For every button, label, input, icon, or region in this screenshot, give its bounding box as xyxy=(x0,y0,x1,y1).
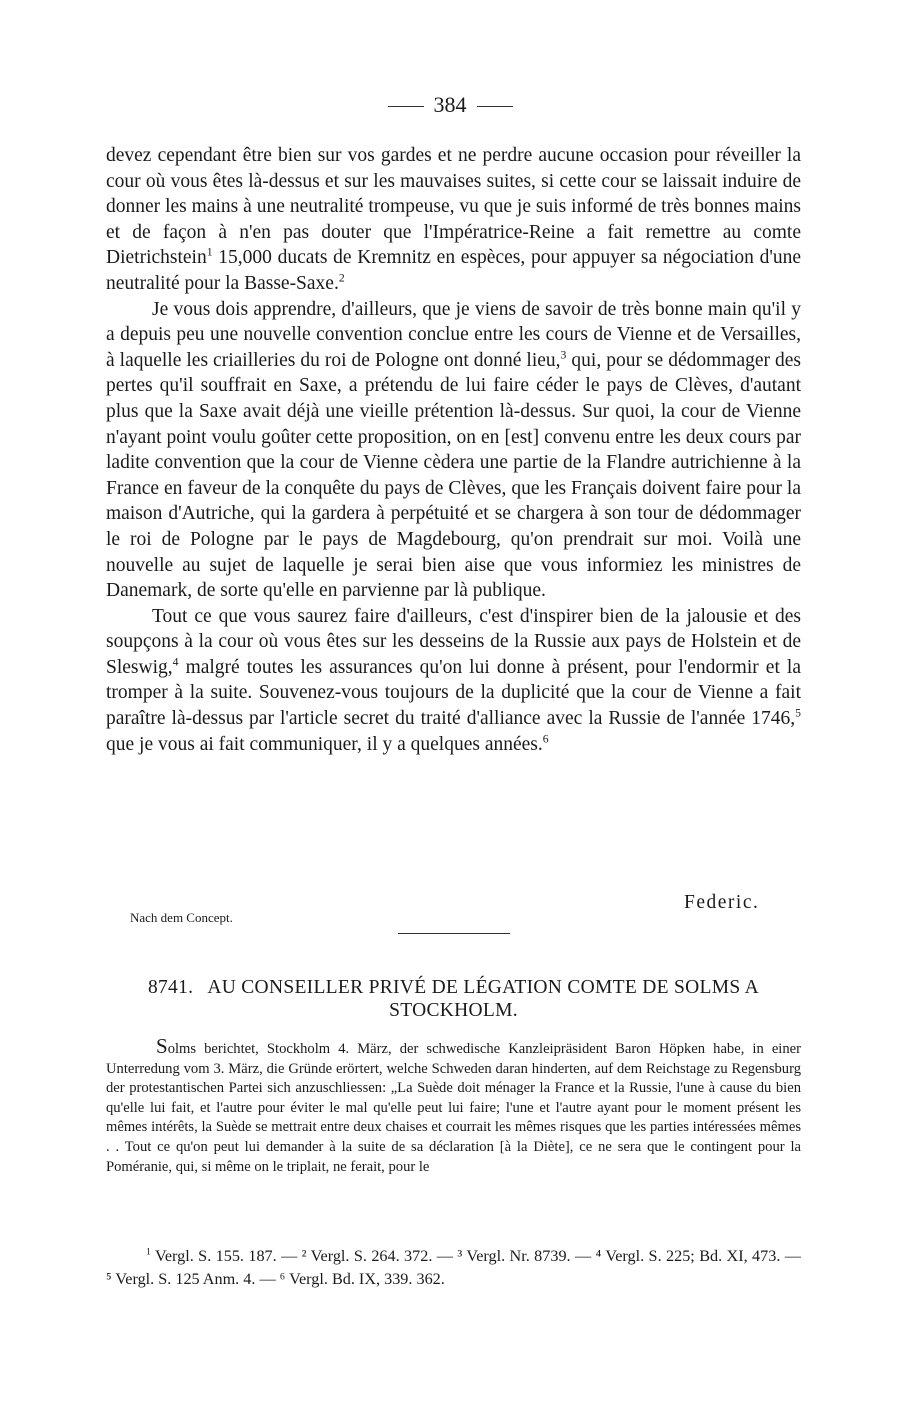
document-title: AU CONSEILLER PRIVÉ DE LÉGATION COMTE DE SOLMS A STOCKHOLM. xyxy=(207,977,760,1021)
footnote-mark-2: 2 xyxy=(338,271,345,285)
footnotes xyxy=(106,1245,801,1291)
page-number: 384 xyxy=(433,92,467,117)
footnote-mark-5: 5 xyxy=(795,706,801,720)
summary-text: olms berichtet, Stockholm 4. März, der schwedische Kanzleipräsident Baron Höpken habe, in einer Unterredung vom 3. März, die Gründe erörtert, welche Schweden daran hinderten, auf dem Reichstage zu Regensburg der protestantischen Partei sich anzuschliessen: „La Suède doit ménager la France et la Russie, l'une à cause du bien qu'elle lui fait, et l'autre pour éviter le mal qu'elle peut lui faire; l'une et l'autre ayant pour le moment présent les mêmes intérêts, la Suède se mettrait entre deux chaises et courrait les mêmes risques que les parties intéressées mêmes . . Tout ce qu'on peut lui demander à la suite de sa déclaration [à la Diète], ce ne sera que le contingent pour la Poméranie, qui, si même on le triplait, ne ferait, pour le xyxy=(106,1041,801,1175)
footnote-mark-1: 1 xyxy=(206,245,213,259)
paragraph-3: Tout ce que vous saurez faire d'ailleurs, c'est d'inspirer bien de la jalousie et des soupçons à la cour où vous êtes sur les desseins de la Russie aux pays de Holstein et de Sleswig,$^4$ malgré toutes les assurances qu'on lui donne à présent, pour l'endormir et la tromper à la suite. Souvenez-vous toujours de la duplicité que la cour de Vienne a fait paraître là-dessus par l'article secret du traité d'alliance avec la Russie de l'année 1746,$^5$ que je vous ai fait communiquer, il y a quelques années.$^6$ xyxy=(106,605,802,755)
letter-body xyxy=(106,143,801,757)
paragraph-2: Je vous dois apprendre, d'ailleurs, que je viens de savoir de très bonne main qu'il y a depuis peu une nouvelle convention conclue entre les cours de Vienne et de Versailles, à laquelle les criailleries du roi de Pologne ont donné lieu,$^3$ qui, pour se dédommager des pertes qu'il souffrait en Saxe, a prétendu de lui faire céder le pays de Clèves, d'autant plus que la Saxe avait déjà une vieille prétention là-dessus. Sur quoi, la cour de Vienne n'ayant point voulu goûter cette proposition, on en [est] convenu entre les deux cours par ladite convention que la cour de Vienne cèdera une partie de la Flandre autrichienne à la France en faveur de la conquête du pays de Clèves, que les Français doivent faire pour la maison d'Autriche, qui la gardera à perpétuité et se chargera à son tour de dédommager le roi de Pologne par le pays de Magdebourg, qu'on prendrait sur moi. Voilà une nouvelle au sujet de laquelle je serai bien aise que vous informiez les ministres de Danemark, de sorte qu'elle en parvienne par là publique. xyxy=(106,298,801,602)
footnotes-first-mark: 1 xyxy=(146,1246,151,1258)
document-heading xyxy=(106,976,801,1022)
source-note: Nach dem Concept. xyxy=(130,910,233,925)
header-dash-right xyxy=(477,106,513,107)
summary-initial: S xyxy=(156,1034,168,1058)
footnote-mark-3: 3 xyxy=(560,348,567,362)
footnotes-text: Vergl. S. 155. 187. — ² Vergl. S. 264. 372. — ³ Vergl. Nr. 8739. — ⁴ Vergl. S. 225; Bd. XI, 473. — ⁵ Vergl. S. 125 Anm. 4. — ⁶ Vergl. Bd. IX, 339. 362. xyxy=(106,1247,801,1288)
summary-block xyxy=(106,1034,801,1177)
page-header xyxy=(0,92,900,118)
document-number: 8741. xyxy=(147,977,194,998)
footnote-mark-6: 6 xyxy=(542,732,549,746)
footnote-mark-4: 4 xyxy=(172,655,179,669)
section-divider xyxy=(398,933,510,934)
signature: Federic. xyxy=(684,892,760,913)
header-dash-left xyxy=(388,106,424,107)
paragraph-1: devez cependant être bien sur vos gardes et ne perdre aucune occasion pour réveiller la cour où vous êtes là-dessus et sur les mauvaises suites, si cette cour se laissait induire de donner les mains à une neutralité trompeuse, vu que je suis informé de très bonnes mains et de façon à n'en pas douter que l'Impératrice-Reine a fait remettre au comte Dietrichstein$^1$ 15,000 ducats de Kremnitz en espèces, pour appuyer sa négociation d'une neutralité pour la Basse-Saxe.$^2$ xyxy=(106,145,802,294)
